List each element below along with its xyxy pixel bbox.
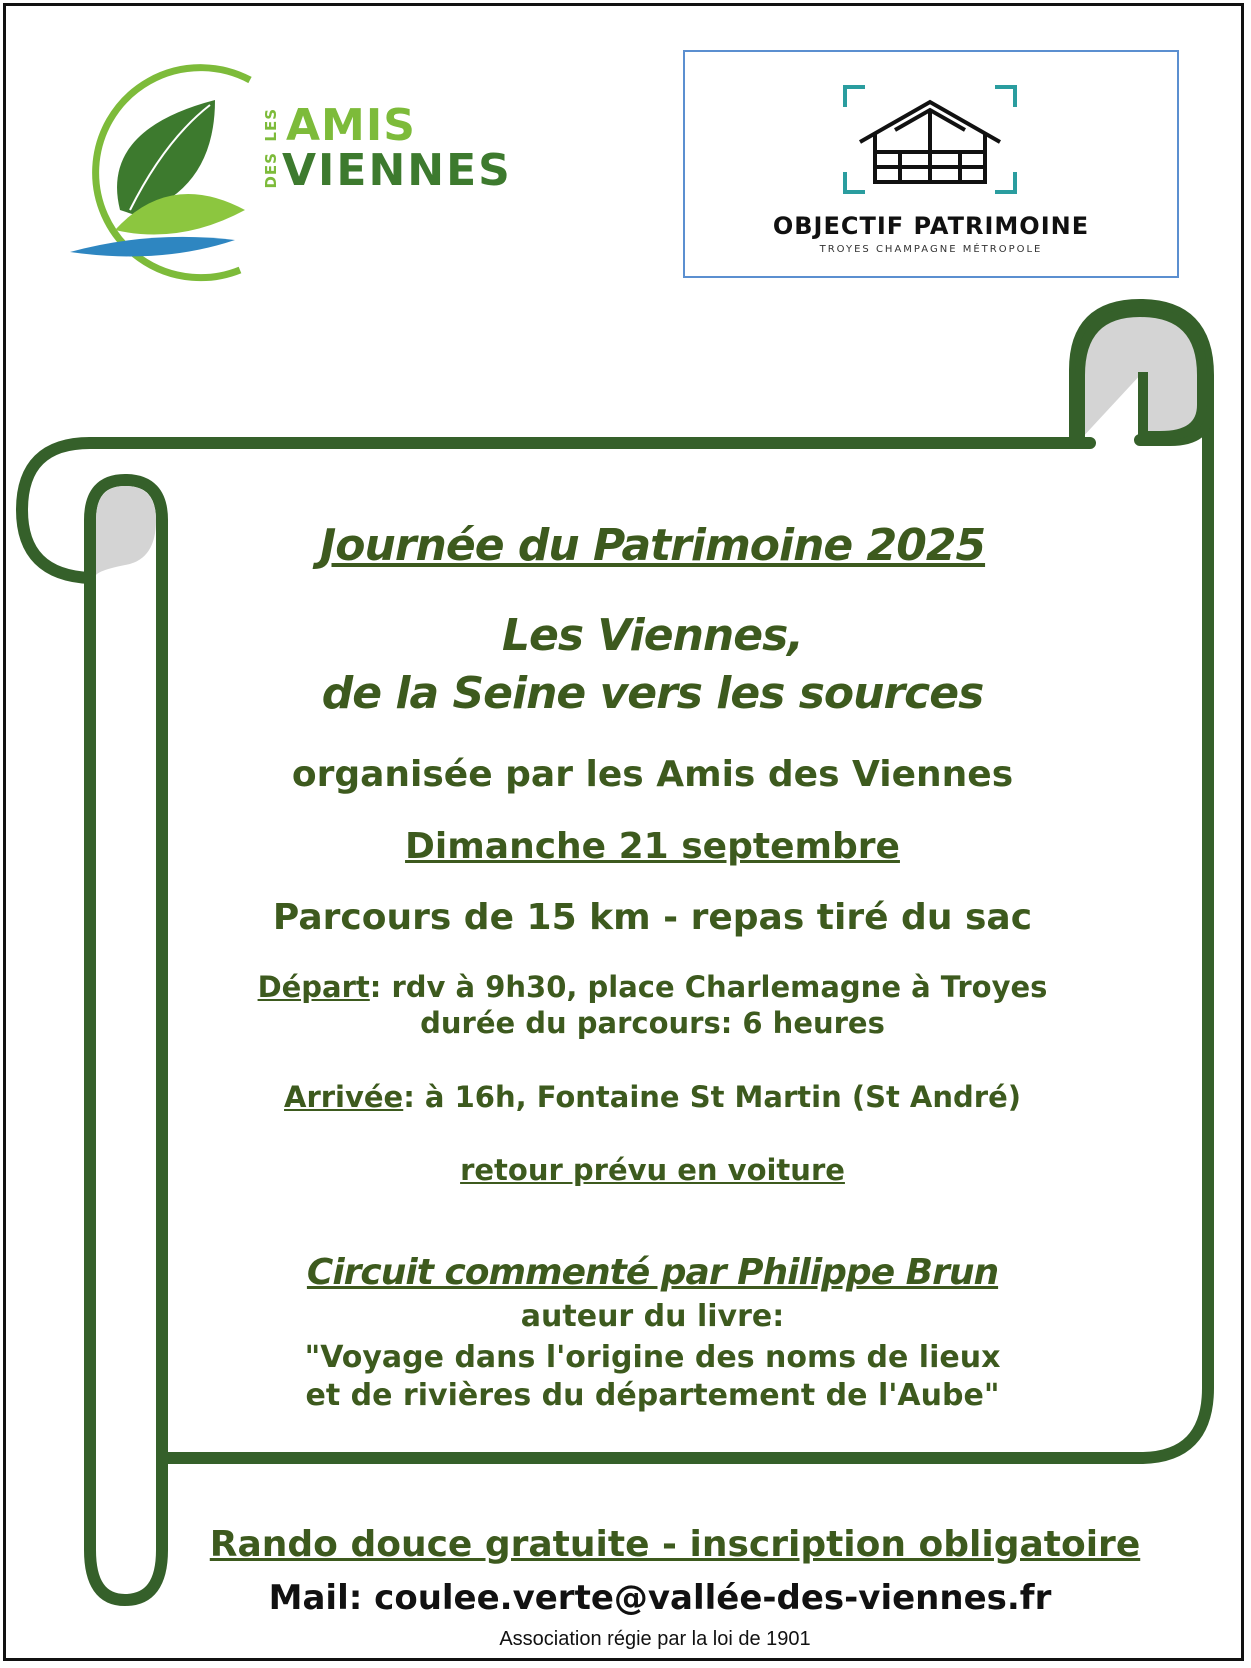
logo-amis-text: AMIS <box>286 100 416 151</box>
objectif-subtitle: TROYES CHAMPAGNE MÉTROPOLE <box>819 244 1043 255</box>
objectif-patrimoine-logo <box>683 50 1179 278</box>
association-note: Association régie par la loi de 1901 <box>499 1628 811 1650</box>
logo-des-text: DES <box>262 152 280 189</box>
top-curl-fill <box>1080 312 1202 440</box>
arrival-info <box>160 1080 1145 1114</box>
poster-subtitle-line1: Les Viennes, <box>502 610 803 661</box>
return-info: retour prévu en voiture <box>460 1153 845 1187</box>
poster-subtitle-line2: de la Seine vers les sources <box>321 668 984 719</box>
logo-viennes-text: VIENNES <box>282 145 512 196</box>
book-title-line1: "Voyage dans l'origine des noms de lieux <box>304 1340 1001 1375</box>
departure-info <box>160 970 1145 1004</box>
objectif-title: OBJECTIF PATRIMOINE <box>772 212 1090 240</box>
leaf-circle-icon <box>60 60 320 290</box>
contact-mail: Mail: coulee.verte@vallée-des-viennes.fr <box>268 1578 1052 1618</box>
left-curl-fill <box>96 486 156 575</box>
book-title-line2: et de rivières du département de l'Aube" <box>305 1378 1000 1413</box>
duration-info: durée du parcours: 6 heures <box>420 1006 885 1040</box>
rando-info: Rando douce gratuite - inscription obligatoire <box>209 1524 1141 1565</box>
departure-text: : rdv à 9h30, place Charlemagne à Troyes <box>369 970 1048 1004</box>
house-frame-icon <box>685 52 1181 212</box>
poster-title: Journée du Patrimoine 2025 <box>319 520 986 571</box>
logo-les-text: LES <box>262 108 280 142</box>
event-date: Dimanche 21 septembre <box>405 826 900 867</box>
arrival-label: Arrivée <box>284 1080 404 1114</box>
guide-info: Circuit commenté par Philippe Brun <box>306 1252 999 1293</box>
route-info: Parcours de 15 km - repas tiré du sac <box>272 897 1033 938</box>
author-label: auteur du livre: <box>520 1299 785 1334</box>
departure-label: Départ <box>257 970 370 1004</box>
arrival-text: : à 16h, Fontaine St Martin (St André) <box>403 1080 1021 1114</box>
organiser-text: organisée par les Amis des Viennes <box>291 754 1014 795</box>
